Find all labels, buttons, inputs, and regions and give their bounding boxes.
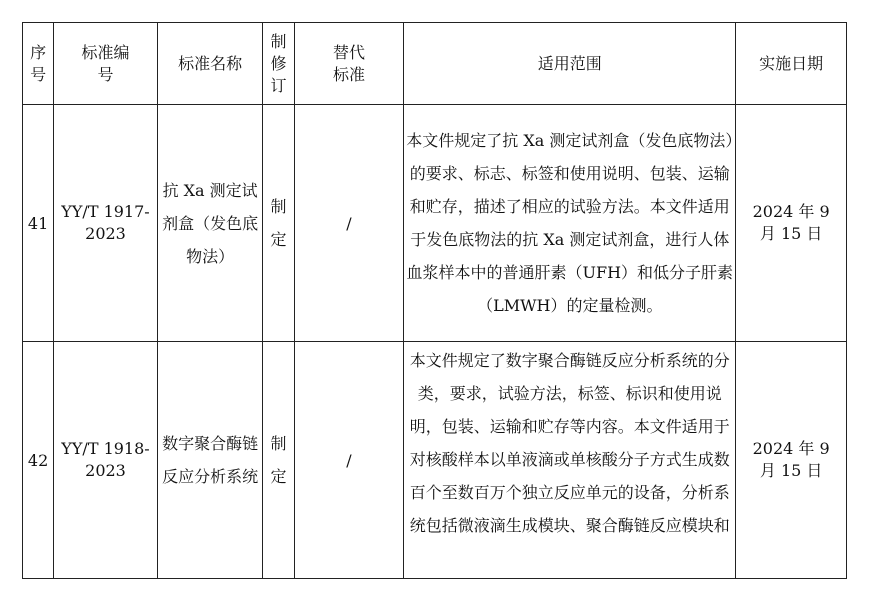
cell-seq: 41 xyxy=(23,105,54,342)
header-replaces: 替代标准 xyxy=(294,23,404,105)
header-row xyxy=(23,23,847,105)
cell-code: YY/T 1918-2023 xyxy=(54,342,158,579)
table-row xyxy=(23,105,847,342)
header-code: 标准编号 xyxy=(54,23,158,105)
cell-scope: 本文件规定了数字聚合酶链反应分析系统的分类，要求，试验方法，标签、标识和使用说明，包装、运输和贮存等内容。本文件适用于对核酸样本以单液滴或单核酸分子方式生成数百个至数百万个独立反应单元的设备，分析系统包括微液滴生成模块、聚合酶链反应模块和 xyxy=(404,342,736,579)
cell-code: YY/T 1917-2023 xyxy=(54,105,158,342)
cell-date: 2024 年 9 月 15 日 xyxy=(736,342,847,579)
cell-seq: 42 xyxy=(23,342,54,579)
cell-replaces: / xyxy=(294,105,404,342)
header-name: 标准名称 xyxy=(157,23,263,105)
header-seq: 序号 xyxy=(23,23,54,105)
table-row xyxy=(23,342,847,579)
header-revision: 制修订 xyxy=(263,23,294,105)
header-date: 实施日期 xyxy=(736,23,847,105)
cell-name: 抗 Xa 测定试剂盒（发色底物法） xyxy=(157,105,263,342)
cell-replaces: / xyxy=(294,342,404,579)
cell-revision: 制定 xyxy=(263,342,294,579)
cell-date: 2024 年 9 月 15 日 xyxy=(736,105,847,342)
standards-table xyxy=(22,22,847,579)
cell-name: 数字聚合酶链反应分析系统 xyxy=(157,342,263,579)
cell-revision: 制定 xyxy=(263,105,294,342)
header-scope: 适用范围 xyxy=(404,23,736,105)
cell-scope: 本文件规定了抗 Xa 测定试剂盒（发色底物法）的要求、标志、标签和使用说明、包装、运输和贮存，描述了相应的试验方法。本文件适用于发色底物法的抗 Xa 测定试剂盒，进行人体血浆样本中的普通肝素（UFH）和低分子肝素（LMWH）的定量检测。 xyxy=(404,105,736,342)
